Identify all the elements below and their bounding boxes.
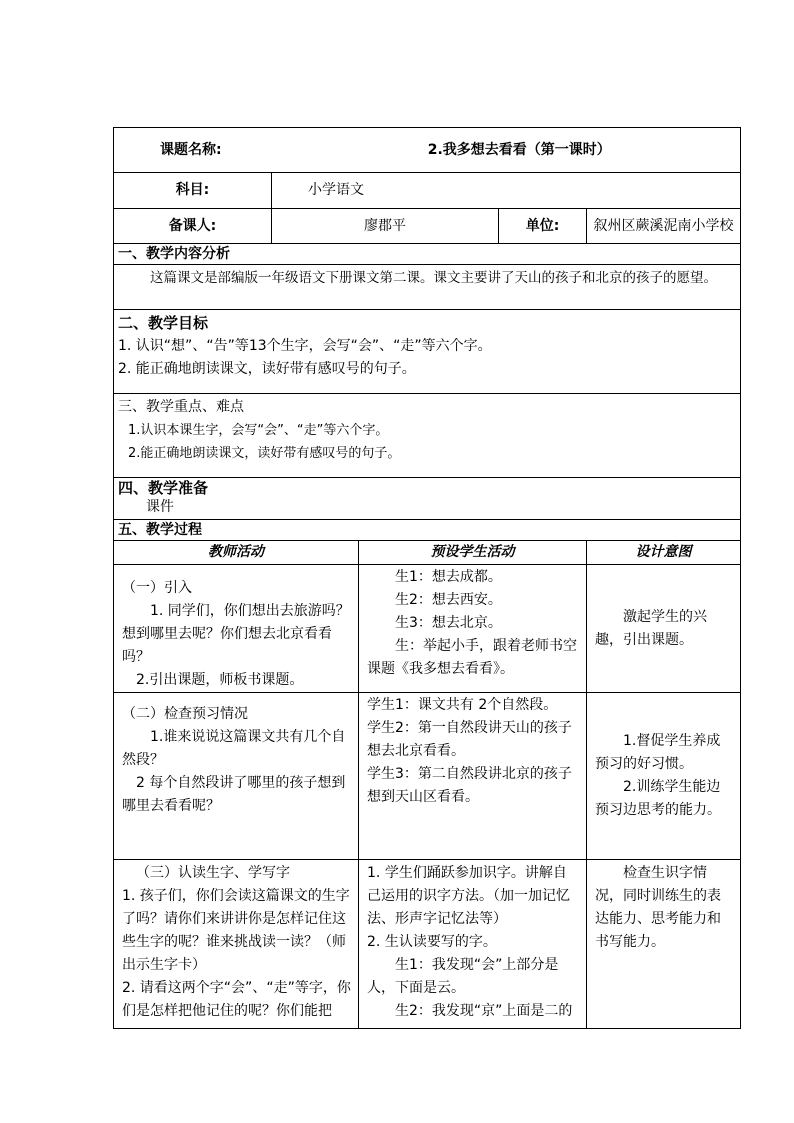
- student-2-line-3: 学生3：第二自然段讲北京的孩子想到天山区看看。: [367, 766, 572, 805]
- section1-body-row: [114, 265, 741, 310]
- section3-heading: 三、教学重点、难点: [118, 399, 244, 415]
- lesson-plan-page: [113, 127, 740, 1029]
- title-label: 课题名称:: [114, 128, 359, 173]
- section4-body: [114, 478, 741, 520]
- student-1-line-3: 生3：想去北京。: [395, 615, 502, 631]
- unit-value: 叙州区蕨溪泥南小学校: [587, 209, 741, 244]
- section2-heading: 二、教学目标: [118, 314, 209, 332]
- intent-3-line-1: 检查生识字情况，同时训练生的表达能力、思考能力和书写能力。: [595, 865, 722, 950]
- preparer-label: 备课人:: [114, 209, 272, 244]
- section5-heading-row: [114, 520, 741, 541]
- student-activity-3: [359, 860, 587, 1029]
- process-header-row: [114, 541, 741, 565]
- student-1-line-1: 生1：想去成都。: [395, 569, 502, 585]
- section2-body: [114, 310, 741, 394]
- teacher-1-line-1: （一）引入: [122, 580, 192, 596]
- intent-2-line-2: 2.训练学生能边预习边思考的能力。: [595, 779, 722, 818]
- teacher-3-line-2: 1. 孩子们，你们会读这篇课文的生字了吗？请你们来讲讲你是怎样记住这些生字的呢？谁来挑战读一读？（师出示生字卡）: [122, 888, 350, 973]
- section4-text: 课件: [146, 499, 174, 515]
- design-intent-2: [587, 693, 741, 860]
- teacher-3-line-3: 2. 请看这两个字“会”、“走”等字，你们是怎样把他记住的呢？你们能把: [122, 980, 351, 1019]
- section3-body: [114, 394, 741, 478]
- section3-item-1: 1.认识本课生字，会写“会”、“走”等六个字。: [128, 423, 389, 438]
- student-3-line-1: 1. 学生们踊跃参加识字。讲解自己运用的识字方法。（加一加记忆法、形声字记忆法等）: [367, 865, 571, 927]
- section1-text: 这篇课文是部编版一年级语文下册课文第二课。课文主要讲了天山的孩子和北京的孩子的愿望。: [150, 270, 717, 286]
- design-intent-3: [587, 860, 741, 1029]
- student-activity-1: [359, 565, 587, 693]
- section2-item-1: 1. 认识“想”、“告”等13个生字，会写“会”、“走”等六个字。: [118, 338, 492, 354]
- section2-row: [114, 310, 741, 394]
- subject-label: 科目:: [114, 173, 272, 209]
- section1-heading-row: [114, 244, 741, 265]
- section3-row: [114, 394, 741, 478]
- process-row-2: [114, 693, 741, 860]
- subject-value: 小学语文: [272, 173, 741, 209]
- section2-item-2: 2. 能正确地朗读课文，读好带有感叹号的句子。: [118, 361, 416, 377]
- title-row: [114, 128, 741, 173]
- section3-item-2: 2.能正确地朗读课文，读好带有感叹号的句子。: [128, 446, 401, 461]
- student-1-line-2: 生2：想去西安。: [395, 592, 502, 608]
- lesson-plan-table: [113, 127, 741, 1029]
- col-head-teacher: 教师活动: [114, 541, 359, 565]
- section4-heading: 四、教学准备: [118, 479, 209, 497]
- section5-heading: 五、教学过程: [114, 520, 741, 541]
- teacher-activity-3: [114, 860, 359, 1029]
- teacher-activity-1: [114, 565, 359, 693]
- teacher-1-line-3: 2.引出课题，师板书课题。: [136, 672, 304, 688]
- lesson-title: 2.我多想去看看（第一课时）: [359, 128, 741, 173]
- student-3-line-2: 2. 生认读要写的字。: [367, 934, 497, 950]
- student-2-line-2: 学生2：第一自然段讲天山的孩子想去北京看看。: [367, 720, 572, 759]
- intent-1-line-1: 激起学生的兴趣，引出课题。: [595, 608, 708, 648]
- subject-row: [114, 173, 741, 209]
- preparer-value: 廖郡平: [272, 209, 499, 244]
- student-1-line-4: 生：举起小手，跟着老师书空课题《我多想去看看》。: [367, 638, 578, 677]
- intent-2-line-1: 1.督促学生养成预习的好习惯。: [595, 733, 721, 772]
- student-3-line-3: 生1：我发现“会”上部分是人，下面是云。: [367, 957, 559, 996]
- teacher-2-line-1: （二）检查预习情况: [122, 706, 248, 722]
- section1-body: [114, 265, 741, 310]
- teacher-3-line-1: （三）认读生字、学写字: [136, 865, 290, 881]
- unit-label: 单位:: [499, 209, 587, 244]
- design-intent-1: [587, 565, 741, 693]
- process-row-1: [114, 565, 741, 693]
- section1-heading: 一、教学内容分析: [114, 244, 741, 265]
- col-head-intent: 设计意图: [587, 541, 741, 565]
- student-activity-2: [359, 693, 587, 860]
- teacher-2-line-3: 2 每个自然段讲了哪里的孩子想到哪里去看看呢？: [122, 775, 346, 814]
- process-row-3: [114, 860, 741, 1029]
- student-2-line-1: 学生1：课文共有 2个自然段。: [367, 697, 558, 713]
- student-3-clip: [367, 862, 580, 1027]
- preparer-row: [114, 209, 741, 244]
- col-head-student: 预设学生活动: [359, 541, 587, 565]
- student-3-line-4: 生2：我发现“京”上面是二的: [395, 1003, 573, 1019]
- teacher-3-clip: [122, 862, 352, 1027]
- teacher-2-line-2: 1.谁来说说这篇课文共有几个自然段？: [122, 729, 346, 768]
- teacher-activity-2: [114, 693, 359, 860]
- section4-row: [114, 478, 741, 520]
- teacher-1-line-2: 1. 同学们，你们想出去旅游吗？想到哪里去呢？你们想去北京看看吗？: [122, 603, 350, 665]
